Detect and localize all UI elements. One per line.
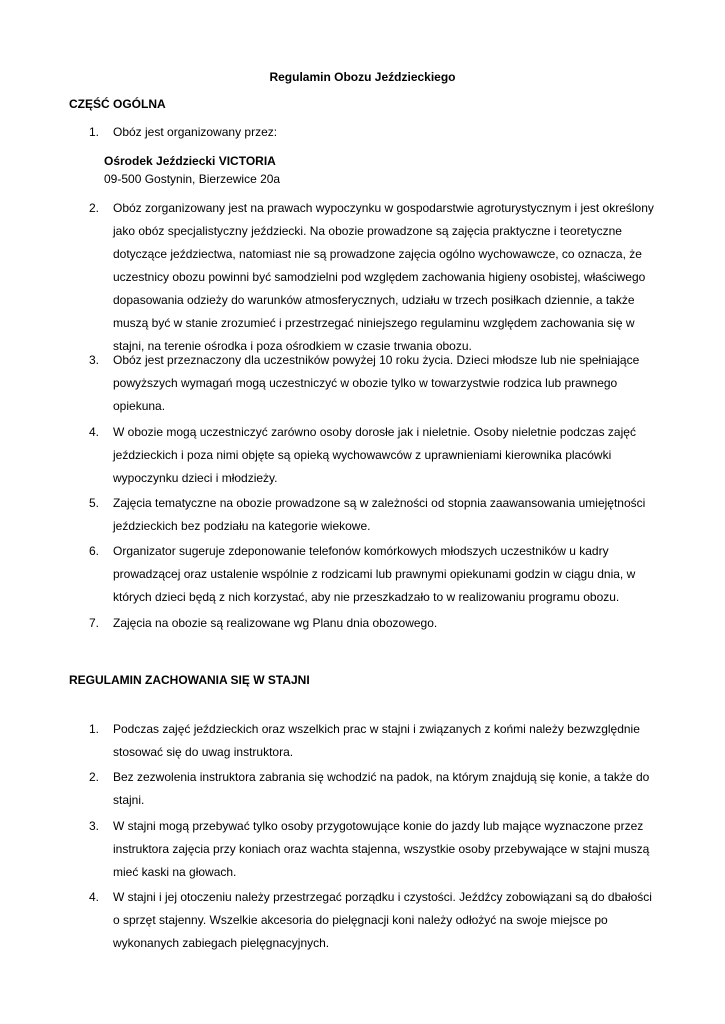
list-item-number: 1. bbox=[89, 722, 100, 736]
list-item-number: 2. bbox=[89, 201, 100, 215]
list-item-number: 4. bbox=[89, 425, 100, 439]
list-item-text: W stajni mogą przebywać tylko osoby przygotowujące konie do jazdy lub mające wyznaczone przez instruktora zajęcia przy koniach oraz wachta stajenna, wszystkie osoby przebywające w stajni muszą mieć kaski na głowach. bbox=[113, 819, 650, 879]
list-item-text: Podczas zajęć jeździeckich oraz wszelkich prac w stajni i związanych z końmi należy bezwzględnie stosować się do uwag instruktora. bbox=[113, 722, 640, 759]
organizer-name: Ośrodek Jeździecki VICTORIA bbox=[104, 154, 276, 168]
list-item-number: 3. bbox=[89, 819, 100, 833]
list-item-number: 5. bbox=[89, 496, 100, 510]
list-item-number: 7. bbox=[89, 616, 100, 630]
list-item-number: 1. bbox=[89, 125, 100, 139]
list-item-text: Zajęcia tematyczne na obozie prowadzone są w zależności od stopnia zaawansowania umiejętności jeździeckich bez podziału na kategorie wiekowe. bbox=[113, 496, 646, 533]
list-item-text: W obozie mogą uczestniczyć zarówno osoby dorosłe jak i nieletnie. Osoby nieletnie podczas zajęć jeździeckich i poza nimi objęte są opieką wychowawców z uprawnieniami kierownika placówki wypoczynku dzieci i młodzieży. bbox=[113, 425, 636, 485]
list-item-number: 2. bbox=[89, 770, 100, 784]
list-item-number: 3. bbox=[89, 353, 100, 367]
organizer-address bbox=[104, 152, 280, 188]
list-item-text: W stajni i jej otoczeniu należy przestrzegać porządku i czystości. Jeźdźcy zobowiązani są do dbałości o sprzęt stajenny. Wszelkie akcesoria do pielęgnacji koni należy odłożyć na swoje miejsce po wykonanych zabiegach pielęgnacyjnych. bbox=[113, 890, 652, 950]
list-item-text: Zajęcia na obozie są realizowane wg Planu dnia obozowego. bbox=[113, 616, 438, 630]
list-item-text: Obóz zorganizowany jest na prawach wypoczynku w gospodarstwie agroturystycznym i jest określony jako obóz specjalistyczny jeździecki. Na obozie prowadzone są zajęcia praktyczne i teoretyczne dotyczące jeździectwa, natomiast nie są prowadzone zajęcia ogólno wychowawcze, co oznacza, że uczestnicy obozu powinni być samodzielni pod względem zachowania higieny osobistej, właściwego dopasowania odzieży do warunków atmosferycznych, udziału w trzech posiłkach dziennie, a także muszą być w stanie zrozumieć i przestrzegać niniejszego regulaminu względem zachowania się w stajni, na terenie ośrodka i poza ośrodkiem w czasie trwania obozu. bbox=[113, 201, 654, 353]
list-item-text: Obóz jest przeznaczony dla uczestników powyżej 10 roku życia. Dzieci młodsze lub nie spełniające powyższych wymagań mogą uczestniczyć w obozie tylko w towarzystwie rodzica lub prawnego opiekuna. bbox=[113, 353, 640, 413]
list-item-number: 4. bbox=[89, 890, 100, 904]
list-item-number: 6. bbox=[89, 544, 100, 558]
document-title: Regulamin Obozu Jeździeckiego bbox=[269, 70, 456, 84]
section-heading-stable: REGULAMIN ZACHOWANIA SIĘ W STAJNI bbox=[69, 673, 310, 687]
list-item-text: Bez zezwolenia instruktora zabrania się wchodzić na padok, na którym znajdują się konie, a także do stajni. bbox=[113, 770, 650, 807]
list-item-text: Organizator sugeruje zdeponowanie telefonów komórkowych młodszych uczestników u kadry prowadzącej oraz ustalenie wspólnie z rodzicami lub prawnymi opiekunami godzin w ciągu dnia, w których dzieci będą z nich korzystać, aby nie przeszkadzało to w realizowaniu programu obozu. bbox=[113, 544, 636, 604]
section-heading-general: CZĘŚĆ OGÓLNA bbox=[69, 97, 166, 111]
organizer-street: 09-500 Gostynin, Bierzewice 20a bbox=[104, 172, 281, 186]
list-item-text: Obóz jest organizowany przez: bbox=[113, 125, 278, 139]
